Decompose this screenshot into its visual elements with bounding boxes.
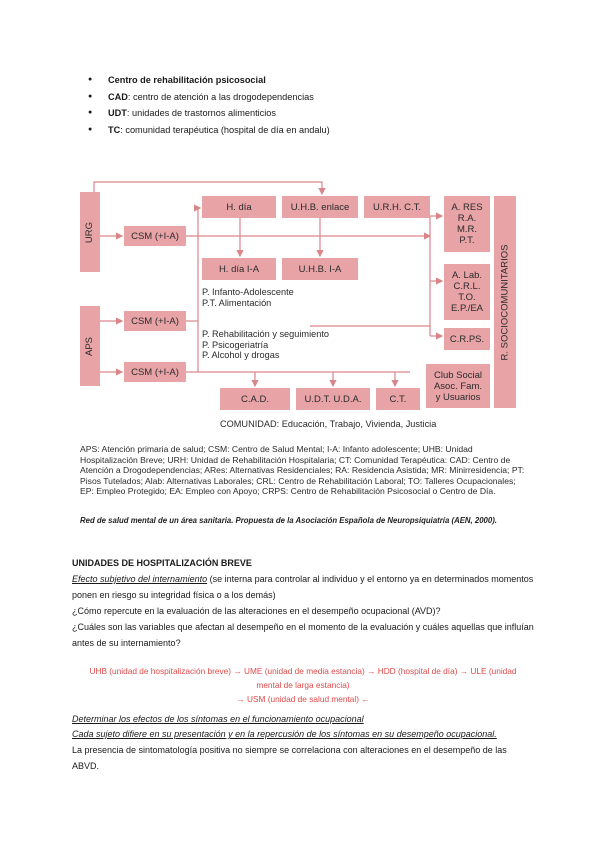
ares-box bbox=[444, 196, 490, 252]
urg-label: URG bbox=[84, 221, 96, 243]
program-line: P.T. Alimentación bbox=[202, 297, 272, 308]
flow-line-1: UHB (unidad de hospitalización breve) → UME (unidad de media estancia) → HDD (hospital de día) → ULE (unidad bbox=[89, 666, 517, 676]
ares-line: A. RES bbox=[451, 202, 483, 213]
bullet-term: TC bbox=[108, 124, 121, 135]
cad-box: C.A.D. bbox=[220, 388, 290, 410]
connector-line bbox=[186, 208, 200, 236]
programs-group-1 bbox=[202, 287, 294, 308]
hdia-box: H. día bbox=[202, 196, 276, 218]
bullet-desc: : unidades de trastornos alimenticios bbox=[126, 108, 277, 118]
crps-box: C.R.PS. bbox=[444, 328, 490, 350]
aps-box bbox=[80, 306, 100, 386]
ares-line: R.A. bbox=[457, 213, 477, 224]
section-heading: UNIDADES DE HOSPITALIZACIÓN BREVE bbox=[72, 558, 252, 568]
unit-flow bbox=[72, 664, 534, 706]
bullet-item bbox=[88, 89, 330, 106]
bullet-item bbox=[88, 105, 330, 122]
alab-line: E.P./EA bbox=[450, 303, 484, 314]
hdia-ia-box: H. día I-A bbox=[202, 258, 276, 280]
aps-label: APS bbox=[84, 336, 96, 356]
bullet-desc: : comunidad terapéutica (hospital de día en andalu) bbox=[120, 124, 330, 135]
flow-line-2: mental de larga estancia) bbox=[256, 680, 350, 690]
ares-line: M.R. bbox=[456, 224, 478, 235]
underlined-line-2 bbox=[72, 727, 534, 743]
club-line: Asoc. Fam. bbox=[433, 380, 483, 392]
flow-line-3: → USM (unidad de salud mental) ← bbox=[236, 694, 370, 704]
alab-box bbox=[444, 264, 490, 320]
program-line: P. Alcohol y drogas bbox=[202, 350, 280, 360]
sociocomunitarios-box bbox=[494, 196, 516, 408]
alab-line: C.R.L. bbox=[453, 281, 481, 292]
diagram-legend: APS: Atención primaria de salud; CSM: Centro de Salud Mental; I-A: Infanto adolescente; UHB: Unidad Hospitalización Breve; URH: Unidad de Rehabilitación Hospitalaria; CT: Comunidad Terapéutica: CAD: Centro de Atención a Drogodependencias; ARes: Alternativas Residenciales; RA: Residencia Asistida; MR: Minirresidencia; PT: Pisos Tutelados; Alab: Alternativas Laborales; CRL: Centro de Rehabilitación Laboral; TO: Talleres Ocupacionales; EP: Empleo Protegido; EA: Empleo con Apoyo; CRPS: Centro de Rehabilitación Psicosocial o Centro de Día. bbox=[80, 444, 525, 497]
bullet-item bbox=[88, 72, 330, 89]
sociocomunitarios-label: R. SOCIOCOMUNITARIOS bbox=[499, 244, 511, 360]
bullet-term: CAD bbox=[108, 91, 128, 102]
alab-line: A. Lab. bbox=[451, 270, 483, 281]
club-box bbox=[426, 364, 490, 408]
final-paragraph: La presencia de sintomatología positiva no siempre se correlaciona con alteraciones en el desempeño de las ABVD. bbox=[72, 745, 507, 771]
bullet-desc: : centro de atención a las drogodependencias bbox=[127, 91, 314, 102]
club-line: y Usuarios bbox=[435, 391, 481, 403]
bullet-list bbox=[88, 72, 330, 138]
udt-box: U.D.T. U.D.A. bbox=[296, 388, 370, 410]
program-line: P. Infanto-Adolescente bbox=[202, 287, 294, 297]
urg-box bbox=[80, 192, 100, 272]
ct-box: C.T. bbox=[376, 388, 420, 410]
question-1: ¿Cómo repercute en la evaluación de las alteraciones en el desempeño ocupacional (AVD)? bbox=[72, 606, 441, 616]
csm-box-2: CSM (+I-A) bbox=[124, 311, 186, 331]
programs-group-2 bbox=[202, 329, 329, 361]
mental-health-network-diagram bbox=[70, 176, 530, 434]
paragraph-1-underlined: Efecto subjetivo del internamiento bbox=[72, 574, 208, 584]
connector-line bbox=[94, 182, 322, 196]
paragraph-1 bbox=[72, 572, 534, 603]
program-line: P. Rehabilitación y seguimiento bbox=[202, 329, 329, 339]
csm-box-1: CSM (+I-A) bbox=[124, 226, 186, 246]
uhb-ia-box: U.H.B. I-A bbox=[282, 258, 358, 280]
paragraph-1-text: (se interna para controlar al individuo y el entorno ya en determinados momentos ponen en riesgo su integridad física o a los demás) bbox=[72, 574, 534, 600]
comunidad-text: COMUNIDAD: Educación, Trabajo, Vivienda, Justicia bbox=[220, 419, 437, 429]
diagram-caption: Red de salud mental de un área sanitaria. Propuesta de la Asociación Española de Neuropsiquiatría (AEN, 2000). bbox=[80, 516, 497, 525]
urhct-box: U.R.H. C.T. bbox=[364, 196, 430, 218]
uhb-enlace-box: U.H.B. enlace bbox=[282, 196, 358, 218]
section-title bbox=[72, 556, 534, 572]
ares-line: P.T. bbox=[459, 235, 475, 246]
bullet-term: Centro de rehabilitación psicosocial bbox=[108, 75, 266, 85]
alab-line: T.O. bbox=[458, 292, 476, 303]
club-line: Club Social bbox=[433, 369, 483, 381]
program-line: P. Psicogeriatría bbox=[202, 339, 269, 350]
bullet-item bbox=[88, 122, 330, 139]
underlined-line-1 bbox=[72, 712, 534, 728]
underlined-text-1: Determinar los efectos de los síntomas en el funcionamiento ocupacional bbox=[72, 714, 364, 724]
question-2: ¿Cuáles son las variables que afectan al desempeño en el momento de la evaluación y cuáles aquellas que influían antes de su internamiento? bbox=[72, 622, 534, 648]
csm-box-3: CSM (+I-A) bbox=[124, 362, 186, 382]
bullet-term: UDT bbox=[108, 108, 127, 118]
underlined-text-2: Cada sujeto difiere en su presentación y en la repercusión de los síntomas en su desempeño ocupacional. bbox=[72, 729, 497, 739]
